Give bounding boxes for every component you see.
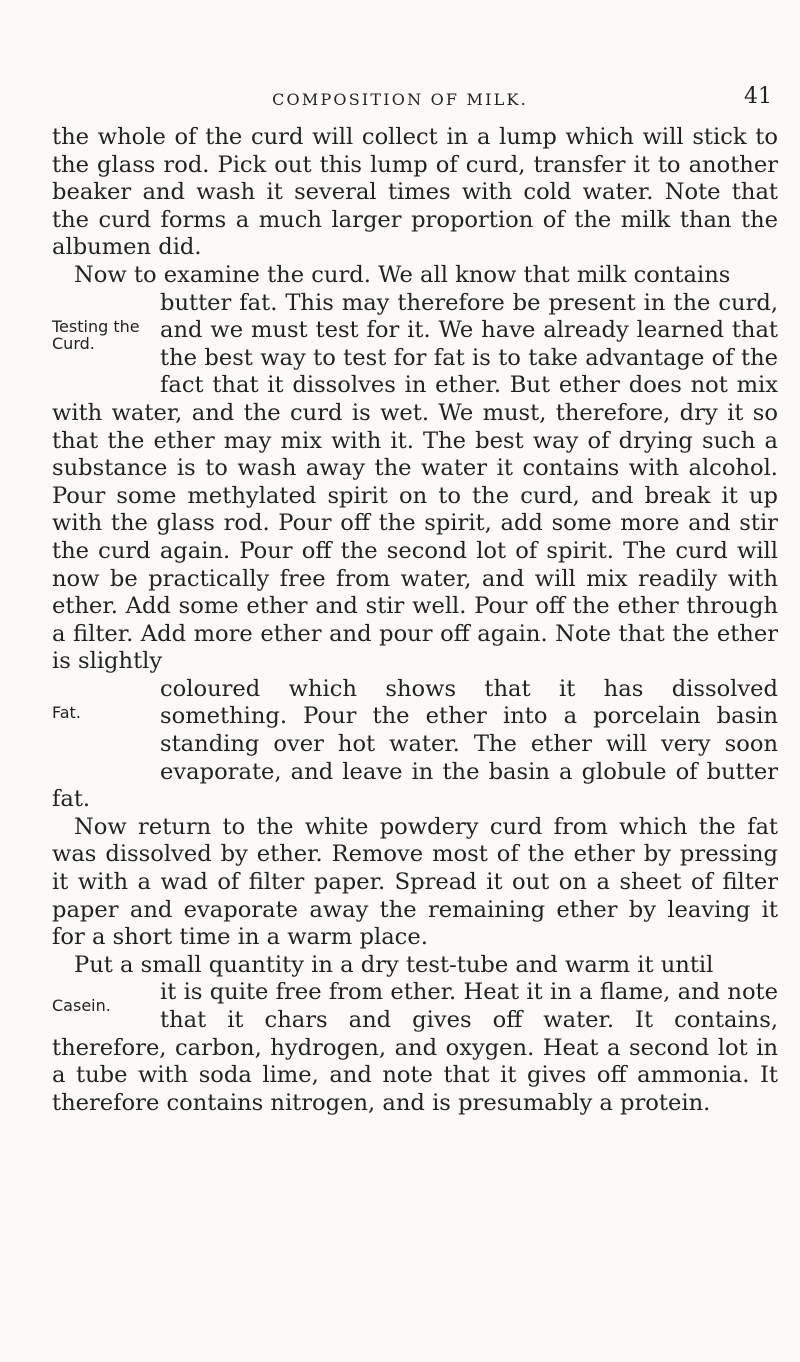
paragraph-2-part-a: butter fat. This may therefore be present in the curd, and we must test for it. We have already learned that the best way to test for fat is to take advantage of the fact that it dissolves in ether. But ether does not mix with water, and the curd is wet. We must, therefore, dry it so that the ether may mix with it. The best way of drying such a substance is to wash away the water it contains with alcohol. Pour some methylated spirit on to the curd, and break it up with the glass rod. Pour off the spirit, add some more and stir the curd again. Pour off the second lot of spirit. The curd will now be practically free from water, and will mix readily with ether. Add some ether and stir well. Pour off the ether through a filter. Add more ether and pour off again. Note that the ether is slightly bbox=[52, 289, 778, 675]
margin-note-fat: Fat. bbox=[52, 702, 81, 722]
paragraph-2-part-b: coloured which shows that it has dissolved something. Pour the ether into a porcelain basin standing over hot water. The ether will very soon evaporate, and leave in the basin a globule of butter fat. bbox=[52, 675, 778, 813]
paragraph-4-lead: Put a small quantity in a dry test-tube and warm it until bbox=[74, 951, 714, 978]
paragraph-4-part-a: it is quite free from ether. Heat it in a flame, and note that it chars and gives off water. It contains, therefore, carbon, hydrogen, and oxygen. Heat a second lot in a tube with soda lime, and note that it gives off ammonia. It therefore contains nitrogen, and is presumably a protein. bbox=[52, 979, 778, 1116]
paragraph-3: Now return to the white powdery curd from which the fat was dissolved by ether. Remove most of the ether by pressing it with a wad of filter paper. Spread it out on a sheet of filter paper and evaporate away the remaining ether by leaving it for a short time in a warm place. bbox=[52, 813, 778, 951]
page-body bbox=[52, 124, 778, 1117]
paragraph-1: the whole of the curd will collect in a lump which will stick to the glass rod. Pick out this lump of curd, transfer it to another beaker and wash it several times with cold water. Note that the curd forms a much larger proportion of the milk than the albumen did. bbox=[52, 124, 778, 261]
margin-note-testing-the-curd: Testing the Curd. bbox=[52, 316, 140, 353]
running-title: COMPOSITION OF MILK. bbox=[272, 90, 528, 109]
paragraph-2-lead: Now to examine the curd. We all know that milk contains bbox=[74, 261, 731, 288]
page-number: 41 bbox=[744, 84, 772, 109]
margin-note-casein: Casein. bbox=[52, 996, 111, 1016]
page-header bbox=[0, 84, 800, 118]
